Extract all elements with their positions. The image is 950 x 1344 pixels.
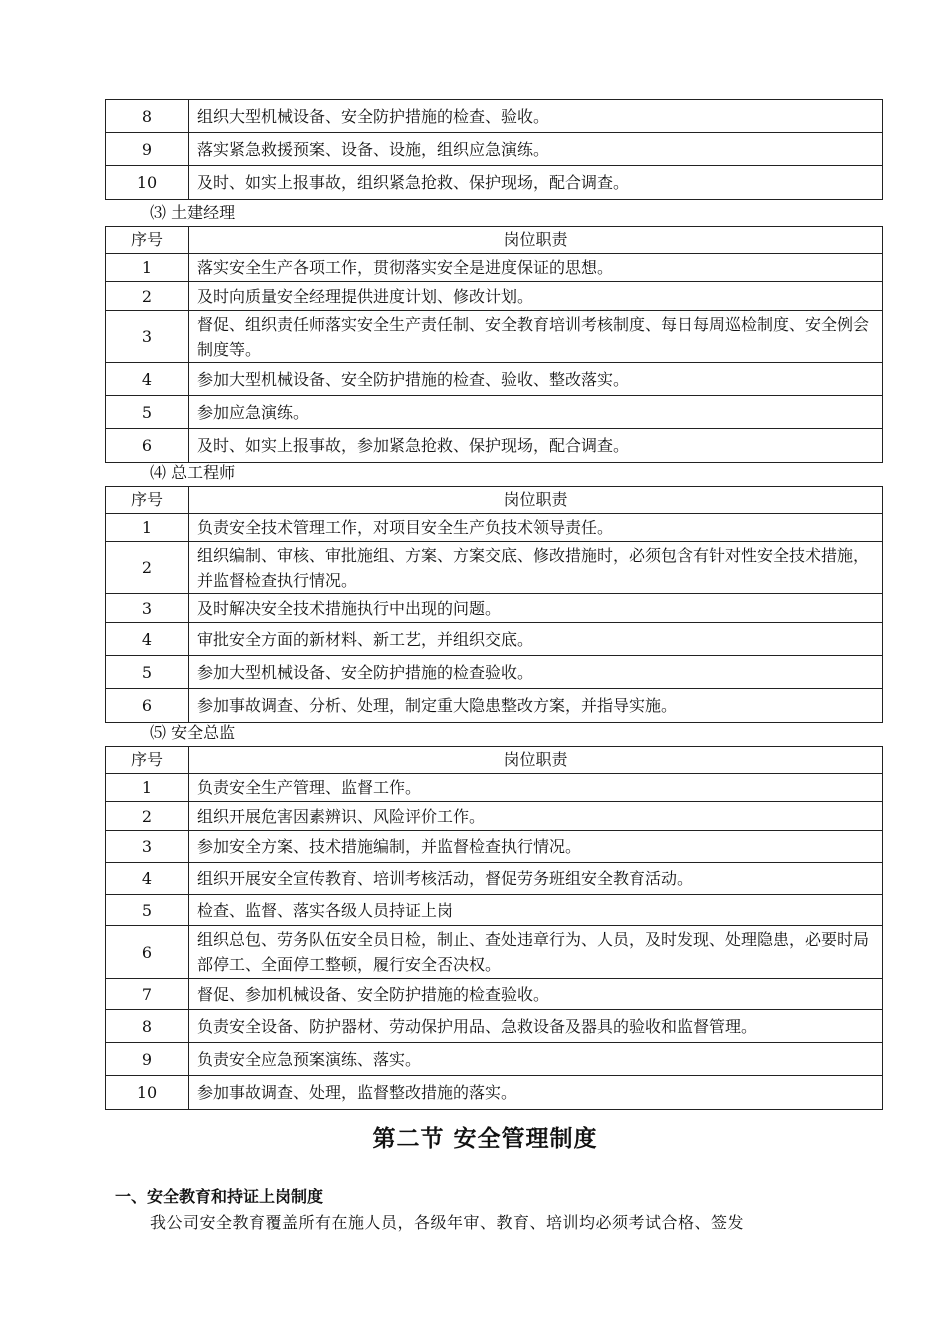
row-number: 2 — [106, 282, 189, 311]
row-number: 6 — [106, 429, 189, 463]
duty-text: 及时向质量安全经理提供进度计划、修改计划。 — [189, 282, 883, 311]
heading-education-system: 一、安全教育和持证上岗制度 — [115, 1187, 324, 1206]
table-row — [106, 1076, 883, 1110]
table-row — [106, 396, 883, 429]
row-number: 8 — [106, 100, 189, 133]
row-number: 6 — [106, 689, 189, 723]
row-number: 5 — [106, 895, 189, 926]
table-row — [106, 689, 883, 723]
row-number: 3 — [106, 311, 189, 363]
table-row — [106, 282, 883, 311]
table-row — [106, 133, 883, 166]
subsection-title-safety-director: ⑸ 安全总监 — [150, 723, 236, 742]
duty-table-civil-manager — [105, 226, 883, 463]
table-row — [106, 656, 883, 689]
table-row — [106, 429, 883, 463]
duty-text: 参加应急演练。 — [189, 396, 883, 429]
row-number: 7 — [106, 979, 189, 1010]
duty-text: 组织开展危害因素辨识、风险评价工作。 — [189, 802, 883, 831]
table-row — [106, 311, 883, 363]
row-number: 4 — [106, 363, 189, 396]
duty-table-safety-director — [105, 746, 883, 1110]
header-duty: 岗位职责 — [189, 747, 883, 774]
table-row — [106, 542, 883, 594]
subsection-title-chief-engineer: ⑷ 总工程师 — [150, 463, 236, 482]
table-row — [106, 594, 883, 623]
duty-text: 参加事故调查、处理，监督整改措施的落实。 — [189, 1076, 883, 1110]
row-number: 2 — [106, 542, 189, 594]
table-row — [106, 623, 883, 656]
table-row — [106, 166, 883, 200]
row-number: 10 — [106, 1076, 189, 1110]
row-number: 5 — [106, 656, 189, 689]
row-number: 3 — [106, 594, 189, 623]
section-title: 第二节 安全管理制度 — [372, 1126, 598, 1152]
duty-text: 督促、组织责任师落实安全生产责任制、安全教育培训考核制度、每日每周巡检制度、安全例会制度等。 — [189, 311, 883, 363]
row-number: 4 — [106, 863, 189, 895]
duty-text: 负责安全应急预案演练、落实。 — [189, 1043, 883, 1076]
table-row — [106, 895, 883, 926]
row-number: 8 — [106, 1010, 189, 1043]
table-header-row — [106, 227, 883, 254]
header-duty: 岗位职责 — [189, 487, 883, 514]
row-number: 1 — [106, 774, 189, 802]
duty-text: 参加事故调查、分析、处理，制定重大隐患整改方案，并指导实施。 — [189, 689, 883, 723]
header-number: 序号 — [106, 227, 189, 254]
header-duty: 岗位职责 — [189, 227, 883, 254]
header-number: 序号 — [106, 747, 189, 774]
row-number: 3 — [106, 831, 189, 863]
row-number: 10 — [106, 166, 189, 200]
duty-text: 督促、参加机械设备、安全防护措施的检查验收。 — [189, 979, 883, 1010]
duty-text: 参加安全方案、技术措施编制，并监督检查执行情况。 — [189, 831, 883, 863]
duty-text: 及时解决安全技术措施执行中出现的问题。 — [189, 594, 883, 623]
duty-text: 及时、如实上报事故，参加紧急抢救、保护现场，配合调查。 — [189, 429, 883, 463]
table-row — [106, 774, 883, 802]
row-number: 4 — [106, 623, 189, 656]
duty-text: 落实安全生产各项工作，贯彻落实安全是进度保证的思想。 — [189, 254, 883, 282]
duty-text: 负责安全设备、防护器材、劳动保护用品、急救设备及器具的验收和监督管理。 — [189, 1010, 883, 1043]
subsection-title-civil-manager: ⑶ 土建经理 — [150, 203, 236, 222]
row-number: 2 — [106, 802, 189, 831]
duty-text: 参加大型机械设备、安全防护措施的检查验收。 — [189, 656, 883, 689]
body-paragraph: 我公司安全教育覆盖所有在施人员，各级年审、教育、培训均必须考试合格、签发 — [150, 1213, 745, 1232]
duty-table-chief-engineer — [105, 486, 883, 723]
table-row — [106, 979, 883, 1010]
table-row — [106, 863, 883, 895]
duty-text: 落实紧急救援预案、设备、设施，组织应急演练。 — [189, 133, 883, 166]
duty-text: 组织总包、劳务队伍安全员日检，制止、查处违章行为、人员，及时发现、处理隐患，必要时局部停工、全面停工整顿，履行安全否决权。 — [189, 926, 883, 979]
row-number: 9 — [106, 1043, 189, 1076]
duty-text: 负责安全技术管理工作，对项目安全生产负技术领导责任。 — [189, 514, 883, 542]
table-row — [106, 363, 883, 396]
duty-text: 组织编制、审核、审批施组、方案、方案交底、修改措施时，必须包含有针对性安全技术措施，并监督检查执行情况。 — [189, 542, 883, 594]
table-row — [106, 514, 883, 542]
duty-text: 组织开展安全宣传教育、培训考核活动，督促劳务班组安全教育活动。 — [189, 863, 883, 895]
table-row — [106, 100, 883, 133]
table-row — [106, 802, 883, 831]
table-header-row — [106, 487, 883, 514]
duty-text: 组织大型机械设备、安全防护措施的检查、验收。 — [189, 100, 883, 133]
table-row — [106, 1043, 883, 1076]
row-number: 1 — [106, 514, 189, 542]
row-number: 5 — [106, 396, 189, 429]
table-header-row — [106, 747, 883, 774]
duty-text: 参加大型机械设备、安全防护措施的检查、验收、整改落实。 — [189, 363, 883, 396]
row-number: 1 — [106, 254, 189, 282]
table-row — [106, 1010, 883, 1043]
table-row — [106, 926, 883, 979]
row-number: 6 — [106, 926, 189, 979]
duty-text: 检查、监督、落实各级人员持证上岗 — [189, 895, 883, 926]
header-number: 序号 — [106, 487, 189, 514]
row-number: 9 — [106, 133, 189, 166]
duty-text: 及时、如实上报事故，组织紧急抢救、保护现场，配合调查。 — [189, 166, 883, 200]
table-row — [106, 831, 883, 863]
duty-text: 负责安全生产管理、监督工作。 — [189, 774, 883, 802]
duty-text: 审批安全方面的新材料、新工艺，并组织交底。 — [189, 623, 883, 656]
table-row — [106, 254, 883, 282]
duty-table-continued — [105, 99, 883, 200]
